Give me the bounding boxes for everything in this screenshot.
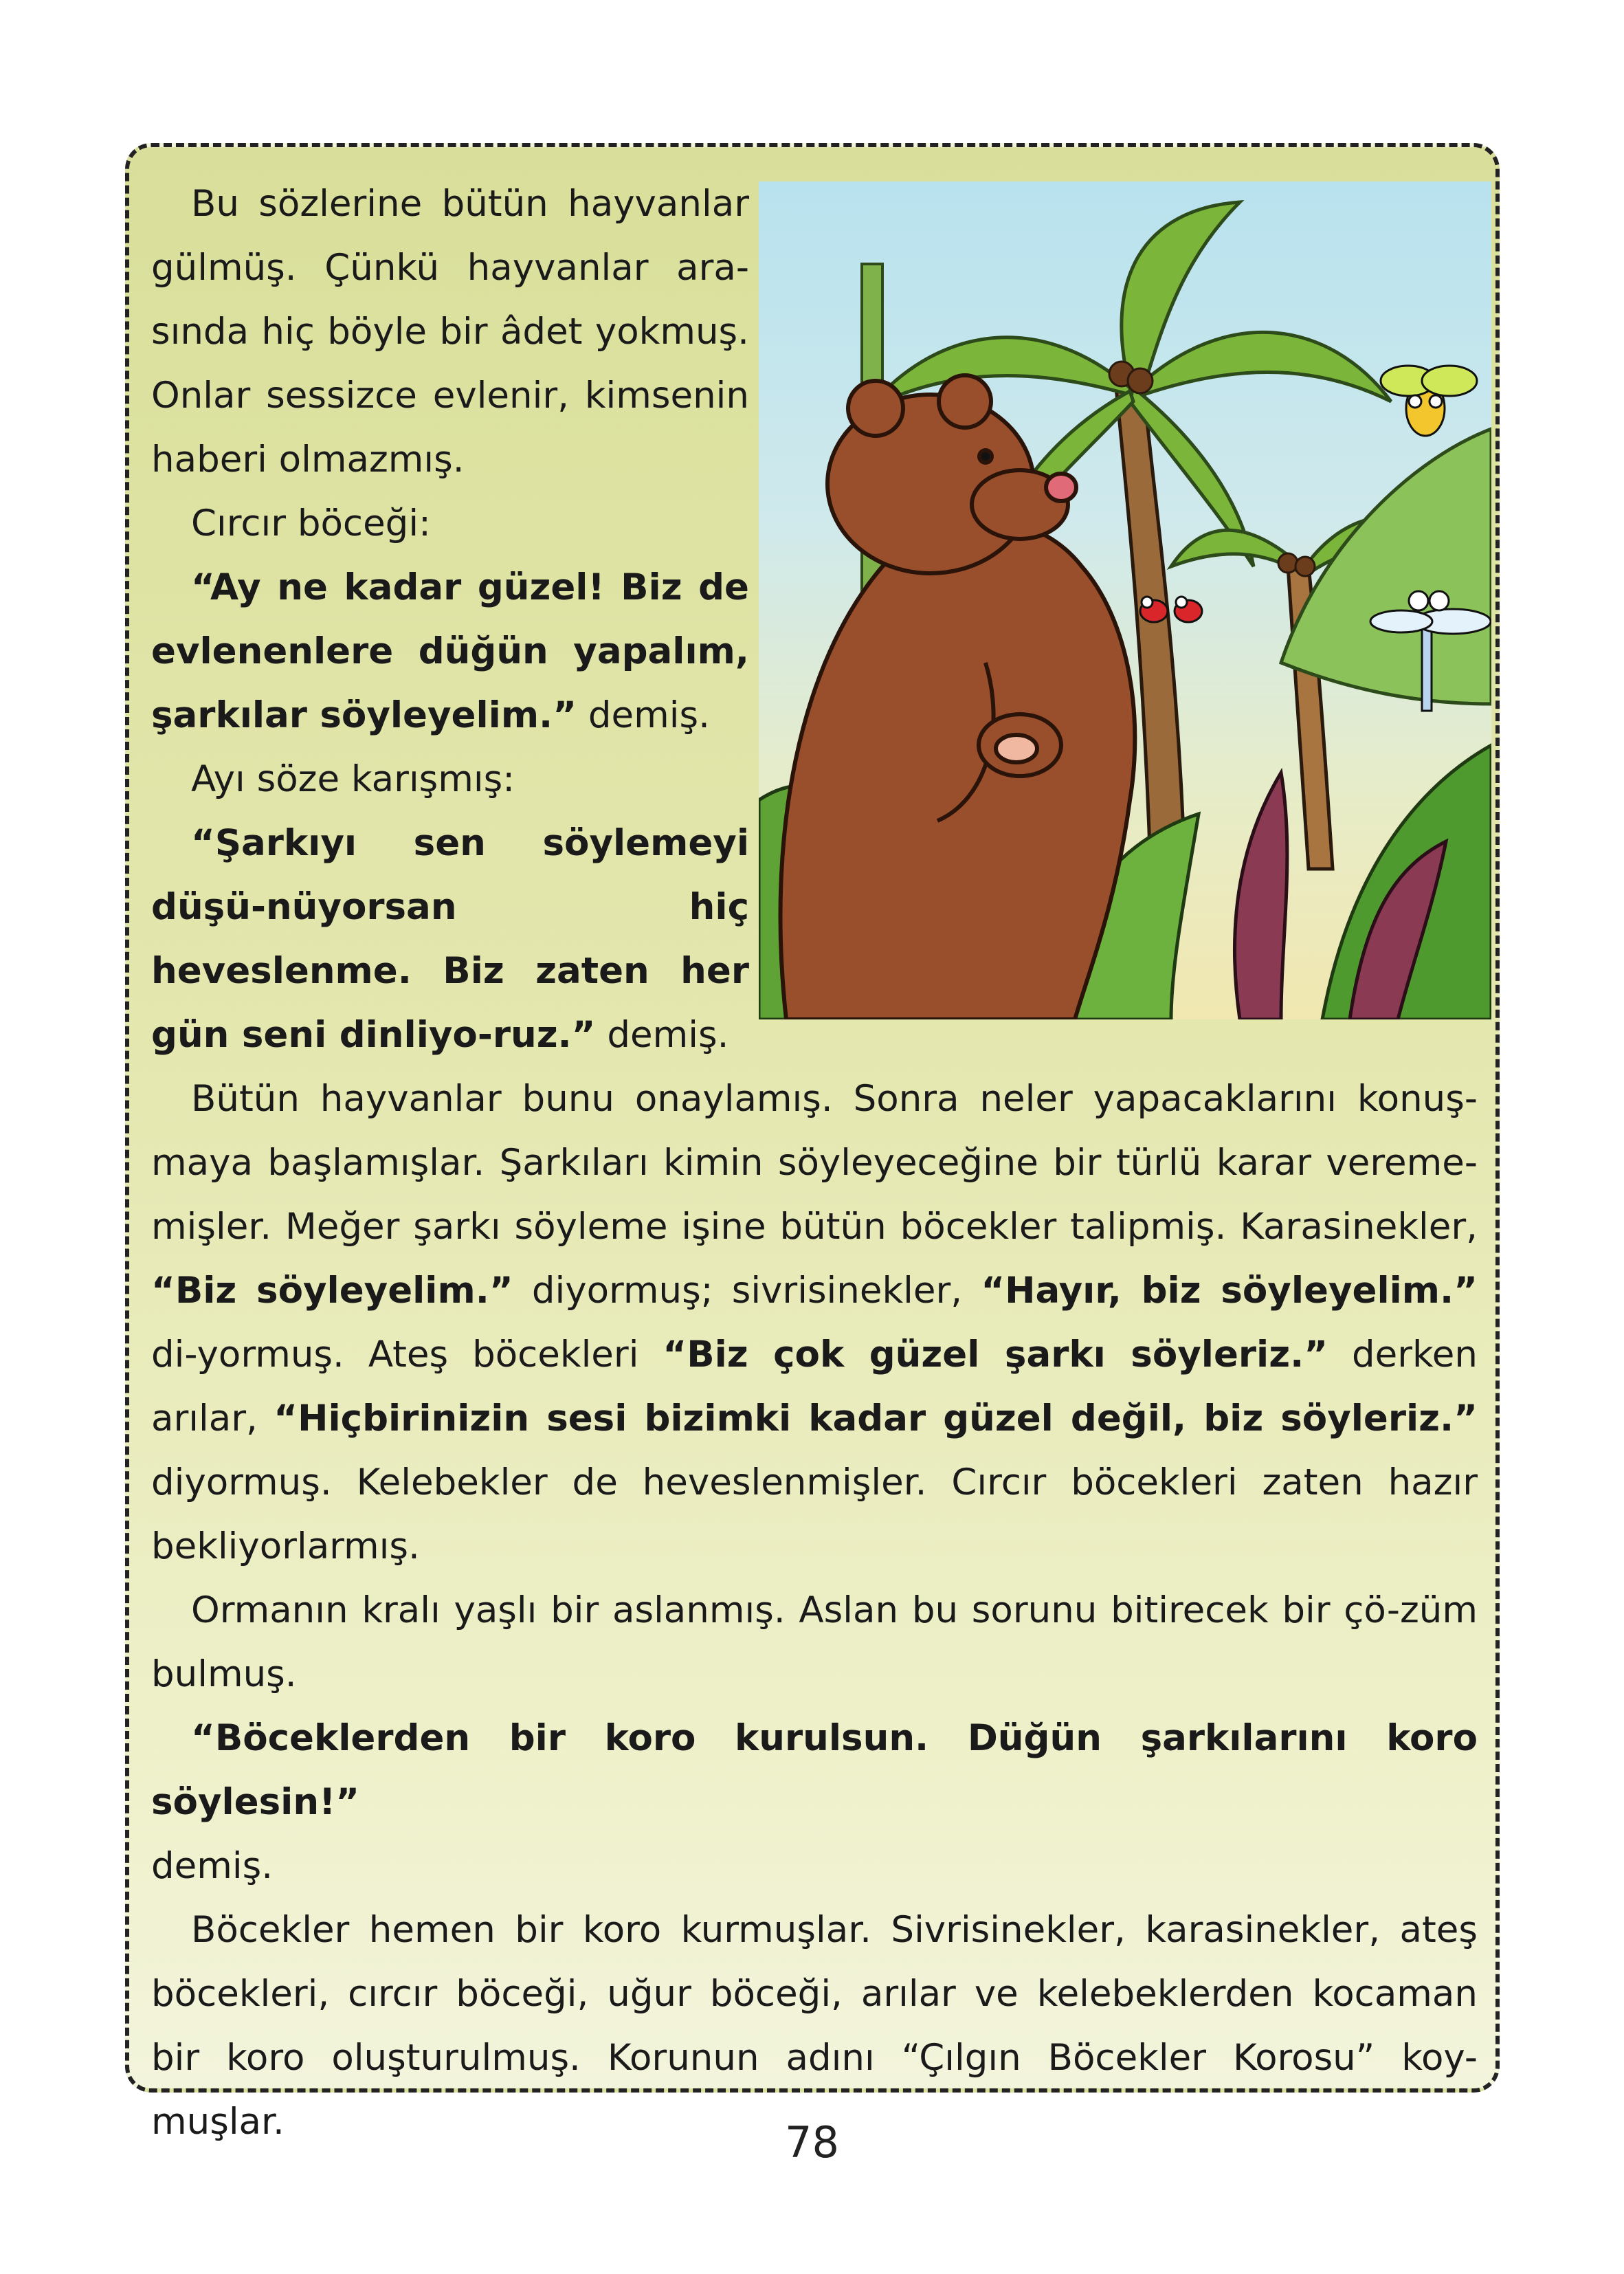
story-paragraph xyxy=(151,811,749,1067)
narration-text: demiş. xyxy=(577,694,710,736)
story-paragraph xyxy=(151,1834,1478,1898)
quoted-speech: “Şarkıyı sen söylemeyi düşü-nüyorsan hiç heveslenme. Biz zaten her gün seni dinliyo-ruz.” xyxy=(151,822,749,1056)
story-paragraph xyxy=(151,172,749,492)
story-paragraph xyxy=(151,492,749,555)
narration-text: di-yormuş. Ateş böcekleri xyxy=(151,1334,663,1376)
narration-text: Bütün hayvanlar bunu onaylamış. Sonra neler yapacaklarını konuş-maya başlamışlar. Şarkıları kimin söyleyeceğine bir türlü karar vereme-mişler. Meğer şarkı söyleme işine bütün böcekler talipmiş. Karasinekler, xyxy=(151,1078,1478,1248)
quoted-speech: “Böceklerden bir koro kurulsun. Düğün şarkılarını koro söylesin!” xyxy=(151,1717,1478,1823)
narration-text: Bu sözlerine bütün hayvanlar gülmüş. Çünkü hayvanlar ara-sında hiç böyle bir âdet yokmuş. Onlar sessizce evlenir, kimsenin haberi olmazmış. xyxy=(151,183,749,481)
narration-text: diyormuş. Kelebekler de heveslenmişler. Cırcır böcekleri zaten hazır bekliyorlarmış. xyxy=(151,1461,1478,1567)
quoted-speech: “Biz çok güzel şarkı söyleriz.” xyxy=(663,1334,1328,1376)
story-paragraph xyxy=(151,1706,1478,1834)
narration-text: diyormuş; sivrisinekler, xyxy=(513,1270,981,1312)
story-paragraph xyxy=(151,1898,1478,2154)
narration-text: Cırcır böceği: xyxy=(191,503,431,544)
narration-text: Böcekler hemen bir koro kurmuşlar. Sivrisinekler, karasinekler, ateş böcekleri, cırcır böceği, uğur böceği, arılar ve kelebeklerden kocaman bir koro oluşturulmuş. Korunun adını “Çılgın Böcekler Korosu” koy-muşlar. xyxy=(151,1909,1478,2143)
narration-text: demiş. xyxy=(151,1845,274,1887)
narration-text: derken arılar, xyxy=(151,1334,1478,1439)
narration-text: Ayı söze karışmış: xyxy=(191,758,515,800)
page-number: 78 xyxy=(785,2117,839,2167)
narration-text: demiş. xyxy=(595,1014,729,1056)
quoted-speech: “Hayır, biz söyleyelim.” xyxy=(981,1270,1478,1312)
story-paragraph xyxy=(151,747,749,811)
story-paragraph xyxy=(151,1067,1478,1578)
story-paragraph xyxy=(151,1578,1478,1706)
quoted-speech: “Ay ne kadar güzel! Biz de evlenenlere düğün yapalım, şarkılar söyleyelim.” xyxy=(151,566,749,736)
story-text xyxy=(151,172,1478,2154)
story-paragraph xyxy=(151,555,749,747)
narration-text: Ormanın kralı yaşlı bir aslanmış. Aslan bu sorunu bitirecek bir çö-züm bulmuş. xyxy=(151,1589,1478,1695)
quoted-speech: “Hiçbirinizin sesi bizimki kadar güzel değil, biz söyleriz.” xyxy=(274,1398,1478,1439)
quoted-speech: “Biz söyleyelim.” xyxy=(151,1270,513,1312)
